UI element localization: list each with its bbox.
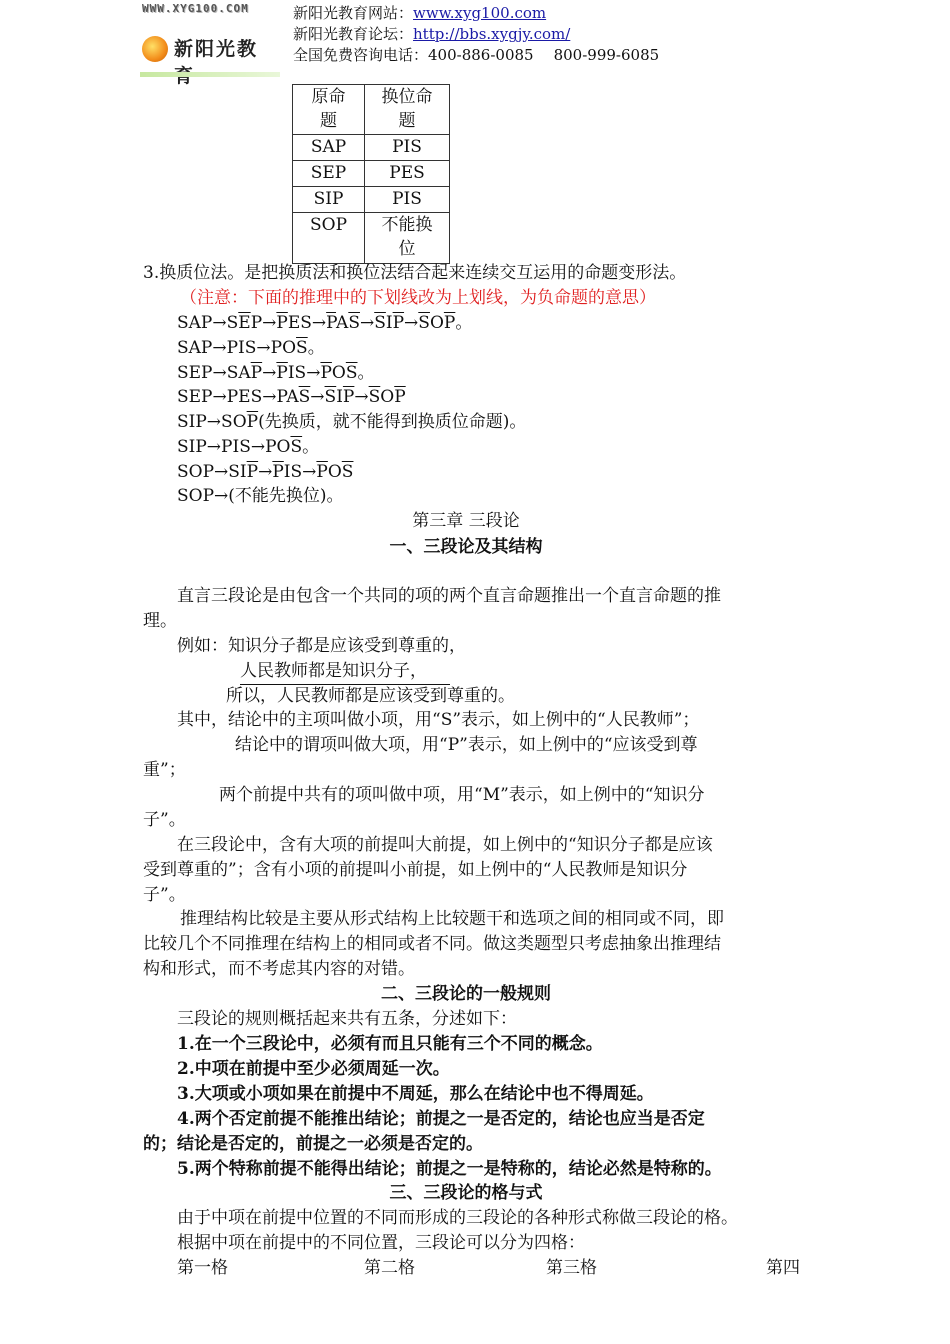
table-cell: SEP	[293, 161, 365, 187]
chain-7: $SOP\to SI\overline{P}\to\overline{P}IS\to\overline{P}O\overline{S}$	[177, 462, 354, 482]
site-link[interactable]: www.xyg100.com	[413, 4, 547, 22]
chapter-title: 第三章 三段论	[412, 511, 520, 531]
table-cell: PIS	[365, 187, 450, 213]
figure-3-label: 第三格	[546, 1258, 597, 1278]
table-row	[293, 85, 450, 135]
table-cell: SAP	[293, 135, 365, 161]
para-1b: 理。	[143, 611, 177, 631]
table-cell: SOP	[293, 213, 365, 264]
logo-name: 新阳光教	[174, 38, 259, 60]
table-row	[293, 187, 450, 213]
para-3b: 重”；	[143, 760, 186, 780]
para-8: 根据中项在前提中的不同位置，三段论可以分为四格：	[177, 1233, 585, 1253]
example-line-2: 人民教师都是知识分子，	[240, 659, 450, 685]
conversion-table	[292, 84, 450, 264]
rule-4a: 4.两个否定前提不能推出结论；前提之一是否定的，结论也应当是否定	[177, 1109, 705, 1129]
forum-link[interactable]: http://bbs.xygjy.com/	[413, 25, 571, 43]
forum-line	[293, 24, 570, 45]
para-6c: 构和形式，而不考虑其内容的对错。	[143, 959, 415, 979]
figure-4-label: 第四	[766, 1258, 800, 1278]
rule-4b: 的；结论是否定的，前提之一必须是否定的。	[143, 1134, 483, 1154]
forum-label: 新阳光教育论坛：	[293, 25, 414, 43]
sun-icon	[142, 36, 168, 62]
example-line-1: 例如：知识分子都是应该受到尊重的，	[177, 636, 466, 656]
para-2: 其中，结论中的主项叫做小项，用“S”表示，如上例中的“人民教师”；	[177, 710, 700, 730]
phone-1: 400-886-0085	[428, 46, 534, 64]
para-5b: 受到尊重的”；含有小项的前提叫小前提，如上例中的“人民教师是知识分	[143, 860, 688, 880]
rules-intro: 三段论的规则概括起来共有五条，分述如下：	[177, 1009, 517, 1029]
section3-title: 3.换质位法。是把换质法和换位法结合起来连续交互运用的命题变形法。	[143, 263, 687, 283]
logo-underline	[140, 72, 280, 77]
table-row	[293, 213, 450, 264]
table-cell: PIS	[365, 135, 450, 161]
table-row	[293, 161, 450, 187]
rule-1: 1.在一个三段论中，必须有而且只能有三个不同的概念。	[177, 1034, 603, 1054]
figure-2-label: 第二格	[364, 1258, 415, 1278]
logo-badge	[142, 30, 274, 70]
example-line-3: 所以，人民教师都是应该受到尊重的。	[226, 686, 515, 706]
para-5a: 在三段论中，含有大项的前提叫大前提，如上例中的“知识分子都是应该	[177, 835, 713, 855]
rule-3: 3.大项或小项如果在前提中不周延，那么在结论中也不得周延。	[177, 1084, 654, 1104]
heading-2: 二、三段论的一般规则	[381, 984, 551, 1004]
phone-label: 全国免费咨询电话：	[293, 46, 429, 64]
para-7: 由于中项在前提中位置的不同而形成的三段论的各种形式称做三段论的格。	[177, 1208, 738, 1228]
chain-6: $SIP\to PIS\to PO\overline{S}$。	[177, 437, 320, 457]
rule-5: 5.两个特称前提不能得出结论；前提之一是特称的，结论必然是特称的。	[177, 1159, 722, 1179]
heading-1: 一、三段论及其结构	[389, 537, 543, 557]
para-4b: 子”。	[143, 810, 186, 830]
chain-5: $SIP\to SO\overline{P}$(先换质，就不能得到换质位命题)。	[177, 412, 527, 432]
figure-1-label: 第一格	[177, 1258, 228, 1278]
table-cell: 不能换位	[365, 213, 450, 264]
chain-3: $SEP\to SA\overline{P}\to\overline{P}IS\to\overline{P}O\overline{S}$。	[177, 363, 375, 383]
table-header-cell: 原命题	[293, 85, 365, 135]
para-6a: 推理结构比较是主要从形式结构上比较题干和选项之间的相同或不同，即	[180, 909, 724, 929]
table-header-cell: 换位命题	[365, 85, 450, 135]
chain-8: SOP→(不能先换位)。	[177, 486, 344, 506]
para-1a: 直言三段论是由包含一个共同的项的两个直言命题推出一个直言命题的推	[177, 586, 721, 606]
para-3a: 结论中的谓项叫做大项，用“P”表示，如上例中的“应该受到尊	[235, 735, 698, 755]
chain-1: $SAP\to S\overline{E}P\to\overline{P}ES\to\overline{P}A\overline{S}\to\overline{S}I\overline{P}\to\overline{S}O\overline{P}$。	[177, 313, 473, 333]
section3-note: （注意：下面的推理中的下划线改为上划线，为负命题的意思）	[180, 288, 656, 308]
table-cell: PES	[365, 161, 450, 187]
para-5c: 子”。	[143, 885, 186, 905]
table-cell: SIP	[293, 187, 365, 213]
chain-2: $SAP\to PIS\to PO\overline{S}$。	[177, 338, 325, 358]
site-line	[293, 3, 546, 24]
logo-url-text: WWW.XYG100.COM	[142, 2, 249, 15]
site-label: 新阳光教育网站：	[293, 4, 414, 22]
phone-2: 800-999-6085	[553, 46, 660, 64]
table-row	[293, 135, 450, 161]
phone-line	[293, 45, 659, 66]
para-4a: 两个前提中共有的项叫做中项，用“M”表示，如上例中的“知识分	[219, 785, 705, 805]
para-6b: 比较几个不同推理在结构上的相同或者不同。做这类题型只考虑抽象出推理结	[143, 934, 721, 954]
heading-3: 三、三段论的格与式	[389, 1183, 543, 1203]
site-logo	[140, 2, 280, 80]
chain-4: $SEP\to PES\to PA\overline{S}\to\overline{S}I\overline{P}\to\overline{S}O\overline{P}$	[177, 387, 406, 407]
rule-2: 2.中项在前提中至少必须周延一次。	[177, 1059, 450, 1079]
